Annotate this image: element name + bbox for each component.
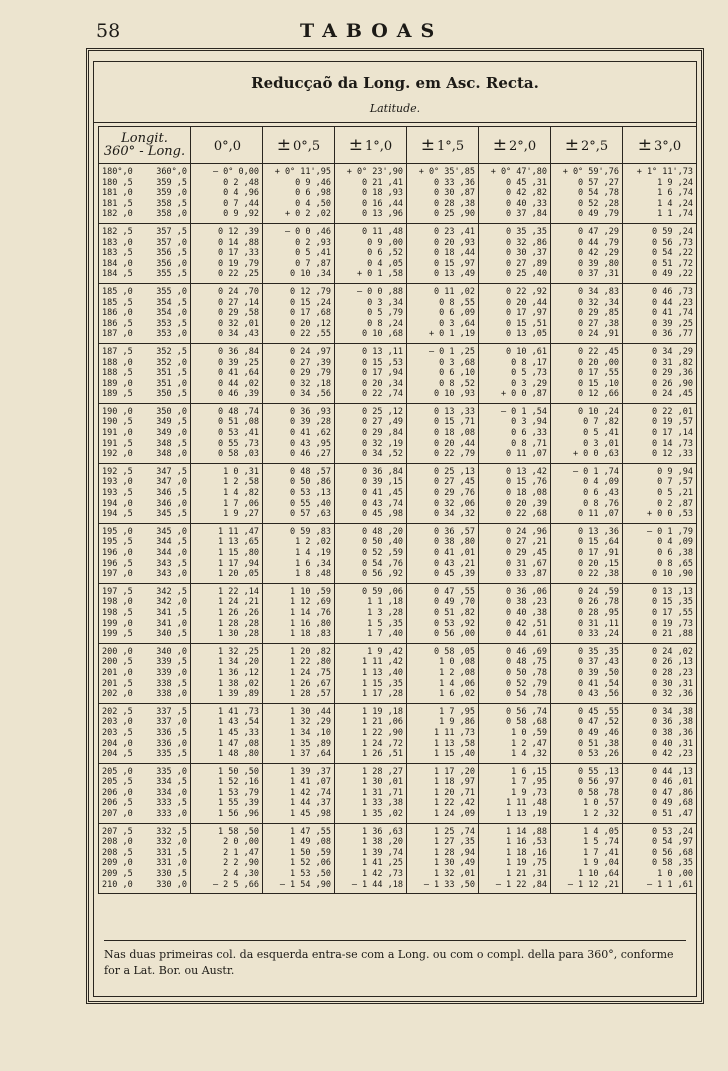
reduction-cell — [551, 463, 623, 523]
reduction-values: 0 59 ,83 1 2 ,02 1 4 ,19 1 6 ,34 1 8 ,48 — [290, 526, 331, 580]
table-row-group — [99, 403, 697, 463]
reduction-cell — [623, 283, 697, 343]
reduction-values: 1 19 ,18 1 21 ,06 1 22 ,90 1 24 ,72 1 26 ,51 — [362, 706, 403, 760]
complement-longitude-values: 345 ,0 344 ,5 344 ,0 343 ,5 343 ,0 — [156, 526, 187, 580]
longitude-cell — [99, 703, 191, 763]
longit-header-line1: Longit. — [121, 131, 168, 146]
reduction-values: + 0° 35',85 0 33 ,36 0 30 ,87 0 28 ,38 0 25 ,90 — [418, 167, 475, 220]
lat-header-3 — [407, 127, 479, 164]
reduction-cell — [623, 403, 697, 463]
table-row-group — [99, 523, 697, 583]
reduction-values: 0 58 ,05 1 0 ,08 1 2 ,08 1 4 ,06 1 6 ,02 — [434, 646, 475, 700]
reduction-cell — [191, 763, 263, 823]
table-row-group — [99, 583, 697, 643]
table-row-group — [99, 223, 697, 283]
reduction-values: 1 6 ,15 1 7 ,95 1 9 ,73 1 11 ,48 1 13 ,19 — [506, 766, 547, 820]
reduction-cell — [551, 343, 623, 403]
reduction-values: + 0° 11',95 0 9 ,46 0 6 ,98 0 4 ,50 + 0 2 ,02 — [274, 167, 331, 220]
reduction-values: — 0 0 ,46 0 2 ,93 0 5 ,41 0 7 ,87 0 10 ,34 — [284, 226, 331, 280]
reduction-cell — [623, 343, 697, 403]
longitude-cell — [99, 523, 191, 583]
longitude-values: 207 ,5 208 ,0 208 ,5 209 ,0 209 ,5 210 ,0 — [102, 826, 133, 890]
reduction-cell — [407, 703, 479, 763]
reduction-values: 0 55 ,13 0 56 ,97 0 58 ,78 1 0 ,57 1 2 ,32 — [578, 766, 619, 820]
reduction-cell — [623, 223, 697, 283]
reduction-values: 0 11 ,48 0 9 ,00 0 6 ,52 0 4 ,05 + 0 1 ,58 — [356, 226, 403, 280]
longitude-values: 195 ,0 195 ,5 196 ,0 196 ,5 197 ,0 — [102, 526, 133, 580]
reduction-values: 1 32 ,25 1 34 ,20 1 36 ,12 1 38 ,02 1 39 ,89 — [218, 646, 259, 700]
reduction-cell — [407, 283, 479, 343]
longitude-cell — [99, 223, 191, 283]
reduction-cell — [191, 823, 263, 894]
longitude-values: 182 ,5 183 ,0 183 ,5 184 ,0 184 ,5 — [102, 226, 133, 280]
lat-header-0 — [191, 127, 263, 164]
lat-header-2 — [335, 127, 407, 164]
complement-longitude-values: 342 ,5 342 ,0 341 ,5 341 ,0 340 ,5 — [156, 586, 187, 640]
reduction-cell — [479, 164, 551, 224]
reduction-values: 0 22 ,45 0 20 ,00 0 17 ,55 0 15 ,10 0 12 ,66 — [578, 346, 619, 400]
reduction-values: 0 36 ,84 0 39 ,15 0 41 ,45 0 43 ,74 0 45 ,98 — [362, 466, 403, 520]
reduction-values: — 0 1 ,54 0 3 ,94 0 6 ,33 0 8 ,71 0 11 ,07 — [500, 406, 547, 460]
reduction-cell — [407, 403, 479, 463]
reduction-values: + 0° 47',80 0 45 ,31 0 42 ,82 0 40 ,33 0 37 ,84 — [490, 167, 547, 220]
longitude-cell — [99, 823, 191, 894]
reduction-cell — [191, 463, 263, 523]
reduction-values: 0 13 ,11 0 15 ,53 0 17 ,94 0 20 ,34 0 22 ,74 — [362, 346, 403, 400]
complement-longitude-values: 332 ,5 332 ,0 331 ,5 331 ,0 330 ,5 330 ,0 — [156, 826, 187, 890]
reduction-values: — 0 1 ,25 0 3 ,68 0 6 ,10 0 8 ,52 0 10 ,93 — [428, 346, 475, 400]
reduction-values: 0 34 ,38 0 36 ,38 0 38 ,36 0 40 ,31 0 42 ,23 — [652, 706, 693, 760]
reduction-values: 0 46 ,73 0 44 ,23 0 41 ,74 0 39 ,25 0 36 ,77 — [652, 286, 693, 340]
reduction-values: 0 35 ,35 0 37 ,43 0 39 ,50 0 41 ,54 0 43 ,56 — [578, 646, 619, 700]
complement-longitude-values: 335 ,0 334 ,5 334 ,0 333 ,5 333 ,0 — [156, 766, 187, 820]
reduction-values: 0 36 ,57 0 38 ,80 0 41 ,01 0 43 ,21 0 45 ,39 — [434, 526, 475, 580]
plus-minus-sign: ± — [492, 135, 508, 155]
plus-minus-sign: ± — [348, 135, 364, 155]
reduction-values: 0 34 ,29 0 31 ,82 0 29 ,36 0 26 ,90 0 24 ,45 — [652, 346, 693, 400]
reduction-cell — [479, 523, 551, 583]
longitude-cell — [99, 763, 191, 823]
page-number: 58 — [96, 20, 121, 42]
reduction-values: 1 10 ,59 1 12 ,69 1 14 ,76 1 16 ,80 1 18 ,83 — [290, 586, 331, 640]
reduction-cell — [479, 643, 551, 703]
lat-value: 0°,5 — [293, 139, 321, 154]
reduction-cell — [335, 523, 407, 583]
table-row-group — [99, 463, 697, 523]
longit-header — [99, 127, 191, 164]
reduction-values: 0 10 ,24 0 7 ,82 0 5 ,41 0 3 ,01 + 0 0 ,63 — [572, 406, 619, 460]
table-row-group — [99, 763, 697, 823]
reduction-cell — [623, 164, 697, 224]
longitude-cell — [99, 283, 191, 343]
reduction-values: 0 53 ,24 0 54 ,97 0 56 ,68 0 58 ,35 1 0 ,00 — 1 1 ,61 — [646, 826, 693, 890]
reduction-cell — [623, 463, 697, 523]
reduction-values: 0 36 ,93 0 39 ,28 0 41 ,62 0 43 ,95 0 46 ,27 — [290, 406, 331, 460]
reduction-values: 0 23 ,41 0 20 ,93 0 18 ,44 0 15 ,97 0 13 ,49 — [434, 226, 475, 280]
lat-value: 3°,0 — [654, 139, 682, 154]
lat-header-4 — [479, 127, 551, 164]
reduction-cell — [263, 343, 335, 403]
table-row-group — [99, 343, 697, 403]
reduction-cell — [479, 463, 551, 523]
table-row-group — [99, 283, 697, 343]
complement-longitude-values: 355 ,0 354 ,5 354 ,0 353 ,5 353 ,0 — [156, 286, 187, 340]
longitude-values: 190 ,0 190 ,5 191 ,0 191 ,5 192 ,0 — [102, 406, 133, 460]
lat-header-1 — [263, 127, 335, 164]
reduction-cell — [551, 703, 623, 763]
reduction-cell — [479, 823, 551, 894]
reduction-cell — [407, 523, 479, 583]
reduction-cell — [335, 763, 407, 823]
reduction-values: 0 12 ,79 0 15 ,24 0 17 ,68 0 20 ,12 0 22 ,55 — [290, 286, 331, 340]
longitude-values: 185 ,0 185 ,5 186 ,0 186 ,5 187 ,0 — [102, 286, 133, 340]
table-title: Reducçaõ da Long. em Asc. Recta. — [251, 74, 539, 92]
reduction-values: 0 22 ,01 0 19 ,57 0 17 ,14 0 14 ,73 0 12 ,33 — [652, 406, 693, 460]
reduction-cell — [335, 643, 407, 703]
lat-value: 2°,0 — [509, 139, 537, 154]
reduction-cell — [407, 823, 479, 894]
reduction-values: 1 22 ,14 1 24 ,21 1 26 ,26 1 28 ,28 1 30 ,28 — [218, 586, 259, 640]
lat-value: 2°,5 — [581, 139, 609, 154]
reduction-values: — 0° 0,00 0 2 ,48 0 4 ,96 0 7 ,44 0 9 ,92 — [212, 167, 259, 220]
reduction-values: 0 25 ,13 0 27 ,45 0 29 ,76 0 32 ,06 0 34 ,32 — [434, 466, 475, 520]
header-rule — [94, 122, 696, 123]
reduction-cell — [191, 403, 263, 463]
reduction-cell — [623, 763, 697, 823]
reduction-values: — 0 0 ,88 0 3 ,34 0 5 ,79 0 8 ,24 0 10 ,68 — [356, 286, 403, 340]
reduction-values: 0 24 ,70 0 27 ,14 0 29 ,58 0 32 ,01 0 34 ,43 — [218, 286, 259, 340]
reduction-values: — 0 1 ,74 0 4 ,09 0 6 ,43 0 8 ,76 0 11 ,07 — [572, 466, 619, 520]
table-frame — [86, 48, 704, 1004]
reduction-cell — [263, 164, 335, 224]
reduction-values: + 1° 11',73 1 9 ,24 1 6 ,74 1 4 ,24 1 1 ,74 — [636, 167, 693, 220]
reduction-values: 1 50 ,50 1 52 ,16 1 53 ,79 1 55 ,39 1 56 ,96 — [218, 766, 259, 820]
reduction-cell — [479, 343, 551, 403]
table-row-group — [99, 643, 697, 703]
reduction-values: 1 14 ,88 1 16 ,53 1 18 ,16 1 19 ,75 1 21 ,31 — 1 22 ,84 — [495, 826, 547, 890]
reduction-cell — [335, 164, 407, 224]
reduction-cell — [479, 283, 551, 343]
reduction-values: 1 58 ,50 2 0 ,00 2 1 ,47 2 2 ,90 2 4 ,30 — 2 5 ,66 — [212, 826, 259, 890]
reduction-values: 0 48 ,74 0 51 ,08 0 53 ,41 0 55 ,73 0 58 ,03 — [218, 406, 259, 460]
longitude-cell — [99, 583, 191, 643]
longitude-values: 205 ,0 205 ,5 206 ,0 206 ,5 207 ,0 — [102, 766, 133, 820]
reduction-cell — [191, 223, 263, 283]
reduction-cell — [335, 823, 407, 894]
reduction-values: 0 24 ,59 0 26 ,78 0 28 ,95 0 31 ,11 0 33 ,24 — [578, 586, 619, 640]
reduction-cell — [623, 703, 697, 763]
reduction-values: 0 13 ,13 0 15 ,35 0 17 ,55 0 19 ,73 0 21 ,88 — [652, 586, 693, 640]
table-row-group — [99, 703, 697, 763]
reduction-values: 0 36 ,06 0 38 ,23 0 40 ,38 0 42 ,51 0 44 ,61 — [506, 586, 547, 640]
reduction-values: 1 0 ,31 1 2 ,58 1 4 ,82 1 7 ,06 1 9 ,27 — [223, 466, 259, 520]
reduction-cell — [263, 403, 335, 463]
reduction-cell — [479, 703, 551, 763]
longitude-cell — [99, 463, 191, 523]
reduction-cell — [551, 223, 623, 283]
reduction-cell — [551, 164, 623, 224]
reduction-values: 0 48 ,57 0 50 ,86 0 53 ,13 0 55 ,40 0 57 ,63 — [290, 466, 331, 520]
longitude-cell — [99, 403, 191, 463]
reduction-values: 1 41 ,73 1 43 ,54 1 45 ,33 1 47 ,08 1 48 ,80 — [218, 706, 259, 760]
reduction-cell — [191, 523, 263, 583]
reduction-cell — [479, 223, 551, 283]
reduction-cell — [623, 823, 697, 894]
longitude-values: 202 ,5 203 ,0 203 ,5 204 ,0 204 ,5 — [102, 706, 133, 760]
reduction-cell — [335, 703, 407, 763]
longitude-cell — [99, 343, 191, 403]
reduction-cell — [191, 283, 263, 343]
reduction-cell — [263, 763, 335, 823]
reduction-cell — [479, 763, 551, 823]
reduction-values: 0 35 ,35 0 32 ,86 0 30 ,37 0 27 ,89 0 25 ,40 — [506, 226, 547, 280]
lat-header-5 — [551, 127, 623, 164]
reduction-cell — [263, 463, 335, 523]
reduction-cell — [335, 583, 407, 643]
reduction-values: 0 59 ,24 0 56 ,73 0 54 ,22 0 51 ,72 0 49 ,22 — [652, 226, 693, 280]
reduction-cell — [191, 343, 263, 403]
reduction-values: 0 13 ,42 0 15 ,76 0 18 ,08 0 20 ,39 0 22 ,68 — [506, 466, 547, 520]
reduction-cell — [407, 463, 479, 523]
reduction-values: 1 9 ,42 1 11 ,42 1 13 ,40 1 15 ,35 1 17 ,28 — [362, 646, 403, 700]
reduction-cell — [551, 523, 623, 583]
complement-longitude-values: 340 ,0 339 ,5 339 ,0 338 ,5 338 ,0 — [156, 646, 187, 700]
reduction-cell — [263, 283, 335, 343]
plus-minus-sign: ± — [276, 135, 292, 155]
reduction-cell — [263, 583, 335, 643]
reduction-cell — [335, 463, 407, 523]
reduction-values: 1 39 ,37 1 41 ,07 1 42 ,74 1 44 ,37 1 45 ,98 — [290, 766, 331, 820]
reduction-values: 0 47 ,29 0 44 ,79 0 42 ,29 0 39 ,80 0 37 ,31 — [578, 226, 619, 280]
reduction-values: — 0 1 ,79 0 4 ,09 0 6 ,38 0 8 ,65 0 10 ,90 — [646, 526, 693, 580]
longitude-values: 187 ,5 188 ,0 188 ,5 189 ,0 189 ,5 — [102, 346, 133, 400]
reduction-values: 0 46 ,69 0 48 ,75 0 50 ,78 0 52 ,79 0 54 ,78 — [506, 646, 547, 700]
reduction-cell — [479, 403, 551, 463]
footnote: Nas duas primeiras col. da esquerda entra-se com a Long. ou com o compl. della para 360°, conforme for a Lat. Bor. ou Austr. — [104, 940, 686, 979]
reduction-cell — [407, 164, 479, 224]
reduction-values: 0 11 ,02 0 8 ,55 0 6 ,09 0 3 ,64 + 0 1 ,19 — [428, 286, 475, 340]
complement-longitude-values: 352 ,5 352 ,0 351 ,5 351 ,0 350 ,5 — [156, 346, 187, 400]
reduction-values: 0 24 ,02 0 26 ,13 0 28 ,23 0 30 ,31 0 32 ,36 — [652, 646, 693, 700]
reduction-cell — [551, 283, 623, 343]
reduction-values: 0 59 ,06 1 1 ,18 1 3 ,28 1 5 ,35 1 7 ,40 — [362, 586, 403, 640]
complement-longitude-values: 357 ,5 357 ,0 356 ,5 356 ,0 355 ,5 — [156, 226, 187, 280]
plus-minus-sign: ± — [637, 135, 653, 155]
complement-longitude-values: 337 ,5 337 ,0 336 ,5 336 ,0 335 ,5 — [156, 706, 187, 760]
reduction-values: 0 9 ,94 0 7 ,57 0 5 ,21 0 2 ,87 + 0 0 ,53 — [646, 466, 693, 520]
table-row-group — [99, 823, 697, 894]
reduction-values: 1 11 ,47 1 13 ,65 1 15 ,80 1 17 ,94 1 20 ,05 — [218, 526, 259, 580]
reduction-values: 0 44 ,13 0 46 ,01 0 47 ,86 0 49 ,68 0 51 ,47 — [652, 766, 693, 820]
reduction-values: 1 4 ,05 1 5 ,74 1 7 ,41 1 9 ,04 1 10 ,64 — 1 12 ,21 — [567, 826, 619, 890]
reduction-values: 1 25 ,74 1 27 ,35 1 28 ,94 1 30 ,49 1 32 ,01 — 1 33 ,50 — [423, 826, 475, 890]
reduction-values: + 0° 59',76 0 57 ,27 0 54 ,78 0 52 ,28 0 49 ,79 — [562, 167, 619, 220]
reduction-cell — [623, 583, 697, 643]
complement-longitude-values: 350 ,0 349 ,5 349 ,0 348 ,5 348 ,0 — [156, 406, 187, 460]
longitude-cell — [99, 164, 191, 224]
reduction-values: 0 22 ,92 0 20 ,44 0 17 ,97 0 15 ,51 0 13 ,05 — [506, 286, 547, 340]
reduction-values: 0 45 ,55 0 47 ,52 0 49 ,46 0 51 ,38 0 53 ,26 — [578, 706, 619, 760]
reduction-values: 0 24 ,96 0 27 ,21 0 29 ,45 0 31 ,67 0 33 ,87 — [506, 526, 547, 580]
latitude-label: Latitude. — [369, 102, 421, 115]
reduction-cell — [407, 763, 479, 823]
table-body — [99, 164, 697, 894]
reduction-values: 0 25 ,12 0 27 ,49 0 29 ,84 0 32 ,19 0 34 ,52 — [362, 406, 403, 460]
reduction-cell — [335, 283, 407, 343]
reduction-cell — [407, 583, 479, 643]
reduction-values: + 0° 23',90 0 21 ,41 0 18 ,93 0 16 ,44 0 13 ,96 — [346, 167, 403, 220]
running-title: TABOAS — [300, 20, 444, 42]
reduction-cell — [551, 763, 623, 823]
reduction-cell — [335, 223, 407, 283]
reduction-cell — [551, 643, 623, 703]
reduction-cell — [407, 343, 479, 403]
reduction-cell — [479, 583, 551, 643]
reduction-values: 0 48 ,20 0 50 ,40 0 52 ,59 0 54 ,76 0 56 ,92 — [362, 526, 403, 580]
reduction-cell — [191, 164, 263, 224]
reduction-values: 0 34 ,83 0 32 ,34 0 29 ,85 0 27 ,38 0 24 ,91 — [578, 286, 619, 340]
longit-header-line2: 360° - Long. — [103, 144, 186, 159]
reduction-values: 1 7 ,95 1 9 ,86 1 11 ,73 1 13 ,58 1 15 ,40 — [434, 706, 475, 760]
reduction-cell — [407, 643, 479, 703]
reduction-values: 0 10 ,61 0 8 ,17 0 5 ,73 0 3 ,29 + 0 0 ,87 — [500, 346, 547, 400]
reduction-cell — [191, 643, 263, 703]
reduction-cell — [551, 583, 623, 643]
reduction-values: 1 30 ,44 1 32 ,29 1 34 ,10 1 35 ,89 1 37 ,64 — [290, 706, 331, 760]
reduction-values: 1 20 ,82 1 22 ,80 1 24 ,75 1 26 ,67 1 28 ,57 — [290, 646, 331, 700]
reduction-values: 1 28 ,27 1 30 ,01 1 31 ,71 1 33 ,38 1 35 ,02 — [362, 766, 403, 820]
reduction-values: 0 24 ,97 0 27 ,39 0 29 ,79 0 32 ,18 0 34 ,56 — [290, 346, 331, 400]
reduction-cell — [191, 703, 263, 763]
reduction-cell — [191, 583, 263, 643]
reduction-cell — [263, 223, 335, 283]
reduction-values: 0 13 ,36 0 15 ,64 0 17 ,91 0 20 ,15 0 22 ,38 — [578, 526, 619, 580]
table-inner-frame — [93, 61, 697, 997]
reduction-cell — [407, 223, 479, 283]
reduction-cell — [263, 523, 335, 583]
reduction-cell — [263, 703, 335, 763]
table-row-group — [99, 164, 697, 224]
reduction-cell — [623, 523, 697, 583]
reduction-cell — [551, 403, 623, 463]
lat-header-6 — [623, 127, 697, 164]
reduction-values: 0 47 ,55 0 49 ,70 0 51 ,82 0 53 ,92 0 56 ,00 — [434, 586, 475, 640]
header-row — [99, 127, 697, 164]
plus-minus-sign: ± — [564, 135, 580, 155]
longitude-values: 197 ,5 198 ,0 198 ,5 199 ,0 199 ,5 — [102, 586, 133, 640]
reduction-values: 0 36 ,84 0 39 ,25 0 41 ,64 0 44 ,02 0 46 ,39 — [218, 346, 259, 400]
reduction-cell — [263, 823, 335, 894]
longitude-values: 192 ,5 193 ,0 193 ,5 194 ,0 194 ,5 — [102, 466, 133, 520]
complement-longitude-values: 347 ,5 347 ,0 346 ,5 346 ,0 345 ,5 — [156, 466, 187, 520]
lat-value: 0°,0 — [213, 139, 242, 154]
longitude-cell — [99, 643, 191, 703]
longitude-values: 180°,0 180 ,5 181 ,0 181 ,5 182 ,0 — [102, 167, 133, 220]
reduction-values: 1 47 ,55 1 49 ,08 1 50 ,59 1 52 ,06 1 53 ,50 — 1 54 ,90 — [279, 826, 331, 890]
reduction-cell — [335, 343, 407, 403]
reduction-table — [98, 126, 697, 894]
lat-value: 1°,0 — [365, 139, 393, 154]
reduction-values: 0 13 ,33 0 15 ,71 0 18 ,08 0 20 ,44 0 22 ,79 — [434, 406, 475, 460]
reduction-cell — [263, 643, 335, 703]
reduction-cell — [335, 403, 407, 463]
reduction-values: 0 56 ,74 0 58 ,68 1 0 ,59 1 2 ,47 1 4 ,32 — [506, 706, 547, 760]
reduction-values: 1 36 ,63 1 38 ,20 1 39 ,74 1 41 ,25 1 42 ,73 — 1 44 ,18 — [351, 826, 403, 890]
lat-value: 1°,5 — [437, 139, 465, 154]
plus-minus-sign: ± — [420, 135, 436, 155]
reduction-cell — [623, 643, 697, 703]
reduction-cell — [551, 823, 623, 894]
reduction-values: 0 12 ,39 0 14 ,88 0 17 ,33 0 19 ,79 0 22 ,25 — [218, 226, 259, 280]
reduction-values: 1 17 ,20 1 18 ,97 1 20 ,71 1 22 ,42 1 24 ,09 — [434, 766, 475, 820]
longitude-values: 200 ,0 200 ,5 201 ,0 201 ,5 202 ,0 — [102, 646, 133, 700]
complement-longitude-values: 360°,0 359 ,5 359 ,0 358 ,5 358 ,0 — [156, 167, 187, 220]
